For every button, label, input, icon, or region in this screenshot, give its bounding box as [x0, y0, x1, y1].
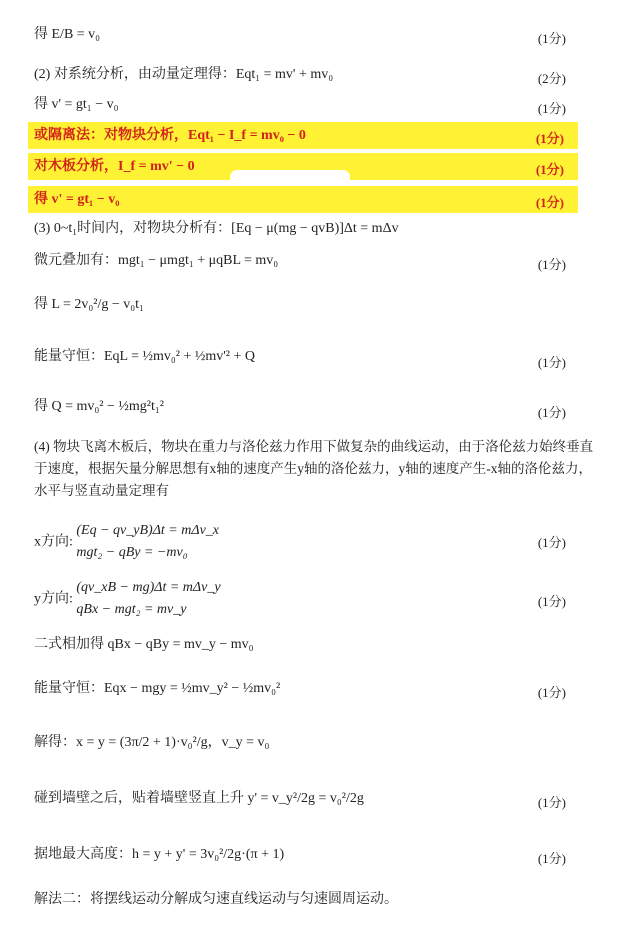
x-eq-1: (Eq − qv_yB)Δt = mΔv_x: [76, 523, 220, 538]
eq-row-6: 得 v' = gt₁ − v₀: [34, 192, 120, 207]
eq-row-7: (3) 0~t₁时间内，对物块分析有：[Eq − μ(mg − qvB)]Δt = mΔv: [34, 221, 399, 236]
score-row-11: (1分): [537, 405, 566, 420]
eq-solution: 解得：x = y = (3π/2 + 1)·v₀²/g，v_y = v₀: [34, 735, 270, 750]
eq-row-3: 得 v' = gt₁ − v₀: [34, 97, 119, 112]
eq-sum: 二式相加得 qBx − qBy = mv_y − mv₀: [34, 637, 254, 652]
score-row-3: (1分): [537, 101, 566, 116]
x-direction-equations: [76, 520, 219, 565]
y-eq-1: (qv_xB − mg)Δt = mΔv_y: [76, 580, 221, 595]
eq-energy-2: 能量守恒：Eqx − mgy = ½mv_y² − ½mv₀²: [34, 681, 281, 696]
method-two-note: 解法二：将摆线运动分解成匀速直线运动与匀速圆周运动。: [34, 892, 398, 907]
eq-row-9: 得 L = 2v₀²/g − v₀t₁: [34, 297, 144, 312]
eq-row-5: 对木板分析，I_f = mv' − 0: [34, 159, 195, 174]
score-row-10: (1分): [537, 355, 566, 370]
y-eq-2: qBx − mgt₂ = mv_y: [76, 602, 187, 618]
y-direction-block: [34, 577, 598, 622]
score-max-height: (1分): [537, 851, 566, 866]
eq-row-8: 微元叠加有：mgt₁ − μmgt₁ + μqBL = mv₀: [34, 253, 279, 268]
eq-max-height: 据地最大高度：h = y + y' = 3v₀²/2g·(π + 1): [34, 847, 285, 862]
score-row-8: (1分): [537, 257, 566, 272]
highlight-row-3: [28, 186, 578, 213]
score-x-direction: (1分): [537, 535, 566, 550]
score-y-direction: (1分): [537, 594, 566, 609]
highlight-row-1: [28, 122, 578, 149]
score-wall: (1分): [537, 795, 566, 810]
part4-paragraph: (4) 物块飞离木板后，物块在重力与洛伦兹力作用下做复杂的曲线运动，由于洛伦兹力始终垂直于速度，根据矢量分解思想有x轴的速度产生y轴的洛伦兹力，y轴的速度产生-x轴的洛伦兹力，水平与竖直动量定理有: [34, 439, 594, 498]
score-energy-2: (1分): [537, 685, 566, 700]
score-row-1: (1分): [537, 31, 566, 46]
score-row-5: (1分): [535, 162, 564, 177]
x-eq-2: mgt₂ − qBy = −mv₀: [76, 545, 188, 561]
eq-row-10: 能量守恒：EqL = ½mv₀² + ½mv'² + Q: [34, 349, 255, 364]
score-row-2: (2分): [537, 71, 566, 86]
score-row-6: (1分): [535, 195, 564, 210]
y-direction-equations: [76, 577, 220, 622]
x-direction-block: [34, 520, 598, 565]
white-smudge: [230, 170, 350, 184]
score-row-4: (1分): [535, 131, 564, 146]
y-direction-label: y方向:: [34, 591, 73, 607]
eq-row-2: (2) 对系统分析，由动量定理得：Eqt₁ = mv' + mv₀: [34, 67, 334, 82]
eq-wall: 碰到墙壁之后，贴着墙壁竖直上升 y' = v_y²/2g = v₀²/2g: [34, 791, 364, 806]
x-direction-label: x方向:: [34, 534, 73, 550]
eq-row-11: 得 Q = mv₀² − ½mg²t₁²: [34, 399, 164, 414]
eq-row-4: 或隔离法：对物块分析，Eqt₁ − I_f = mv₀ − 0: [34, 128, 306, 143]
eq-row-1: 得 E/B = v₀: [34, 27, 101, 42]
